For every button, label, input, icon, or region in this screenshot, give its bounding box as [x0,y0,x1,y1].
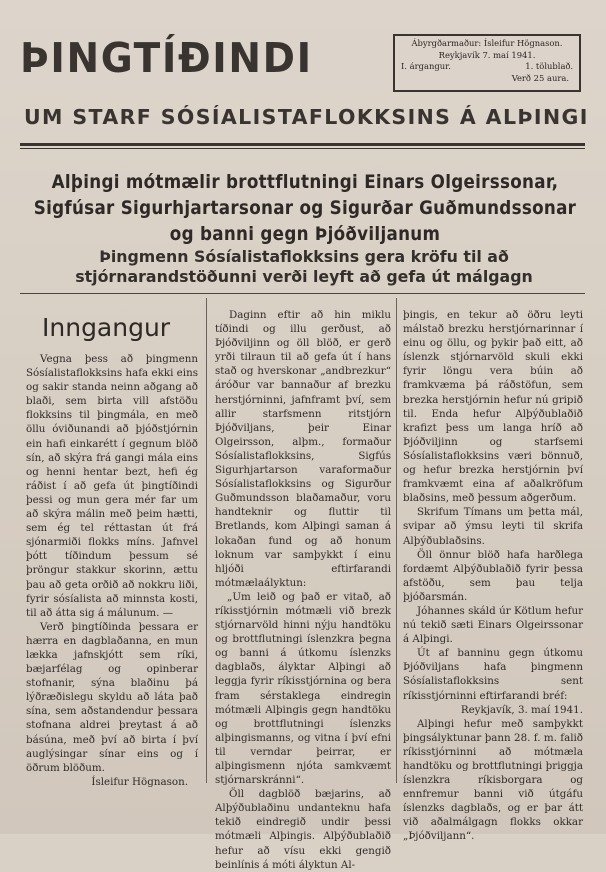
masthead-subtitle: UM STARF SÓSÍALISTAFLOKKSINS Á ALÞINGI [24,105,589,129]
paragraph: Vegna þess að þingmenn Sósíalistaflokksins hafa ekki eins og sakir standa neinn aðgang að blaði, sem birta vill afstöðu flokksins til þingmála, en með öllu óviðunandi að þjóðstjórnin ein hafi einkarétt í gegnum blöð sín, að skýra frá gangi mála eins og henni hentar bezt, hefi ég ráðist í að gefa út þingtíðindi þessi og mun gera mér far um að skýra málin með þeim hætti, sem ég tel réttastan út frá sjónarmiði flokks míns. Jafnvel þótt tíðindum þessum sé þröngur stakkur skorinn, ættu þau að geta orðið að nokkru liði, fyrir sósíalista að minnsta kosti, til að átta sig á málunum. — [26,353,198,619]
resolution-quote [215,590,391,787]
paragraph: þingis, en tekur að öðru leyti málstað brezku herstjórnarinnar í einu og öllu, og þykir það eitt, að íslenzk stjórnarvöld skuli ekki fyrir löngu vera búin að framkvæma þá ráðstöfun, sem brezka herstjórnin hefur nú gripið til. Enda hefur Alþýðublaðið krafizt þess um langa hríð að Þjóðviljinn og starfsemi Sósíalistaflokksins væri bönnuð, og hefur brezka herstjórnin því framkvæmt eina af aðalkröfum blaðsins, með þessum aðgerðum. [403,309,583,505]
paragraph: Jóhannes skáld úr Kötlum hefur nú tekið sæti Einars Olgeirssonar á Alþingi. [403,604,583,646]
article-heading: Inngangur [42,313,171,342]
volume-label: I. árgangur. [401,61,451,72]
paragraph: Skrifum Tímans um þetta mál, svipar að ýmsu leyti til skrifa Alþýðublaðsins. [403,506,583,547]
issue-line [401,61,573,73]
publication-info-box [393,34,581,92]
paragraph: Út af banninu gegn útkomu Þjóðviljans hafa þingmenn Sósíalistaflokksins sent ríkisstjórninni eftirfarandi bréf: [403,647,583,702]
article-column-3 [403,308,583,844]
paragraph: Alþingi hefur með samþykkt þingsályktunar þann 28. f. m. falið ríkisstjórninni að mótmæla handtöku og brottflutningi þriggja íslenzkra ríkisborgara og ennfremur banni við útgáfu íslenzks dagblaðs, og er þar átt við aðalmálgagn flokks okkar „Þjóðviljann“. [403,717,583,843]
paragraph: „Um leið og það er vitað, að ríkisstjórnin mótmæli við brezk stjórnarvöld hinni nýju handtöku og brottflutningi íslenzkra þegna og banni á útkomu íslenzks dagblaðs, ályktar Alþingi að leggja fyrir ríkisstjórnina og bera fram sérstaklega eindregin mótmæli Alþingis gegn handtöku og brottflutningi íslenzks alþingismanns, og vitna í því efni til verndar þeirrar, er alþingismenn njóta samkvæmt stjórnarskránni“. [215,590,391,787]
price-line: Verð 25 aura. [511,72,569,83]
masthead-rule-thin [20,148,585,149]
column-divider [396,298,397,783]
paragraph: Verð þingtíðinda þessara er hærra en dagblaðanna, en mun lækka jafnskjótt sem ríki, bæjarfélag og opinberar stofnanir, sýna blaðinu þá lýðræðislegu skyldu að láta það sína, sem aðstandendur þessara stofnana aldrei þreytast á að básúna, með því að birta í því auglýsingar sínar eins og í öðrum blöðum. [26,620,198,774]
masthead-title: ÞINGTÍÐINDI [20,35,313,83]
main-headline: Alþingi mótmælir brottflutningi Einars Olgeirssonar, Sigfúsar Sigurhjartarsonar og Sigurðar Guðmundssonar og banni gegn Þjóðviljanum [33,172,577,245]
sub-headline: Þingmenn Sósíalistaflokksins gera kröfu til að stjórnarandstöðunni verði leyft að gefa út málgagn [75,247,533,286]
column-top-rule [20,293,585,294]
paragraph: Öll önnur blöð hafa harðlega fordæmt Alþýðublaðið fyrir þessa afstöðu, sem þau telja þjóðarsmán. [403,548,583,603]
editor-line: Ábyrgðarmaður: Ísleifur Högnason. [411,38,563,48]
paragraph: Daginn eftir að hin miklu tíðindi og illu gerðust, að Þjóðviljinn og öll blöð, er gerð yrði tilraun til að gefa út í hans stað og hverskonar „andbrezkur“ áróður var bannaður af brezku herstjórninni, jafnframt því, sem allir starfsmenn ritstjórn Þjóðviljans, þeir Einar Olgeirsson, alþm., formaður Sósíalistaflokksins, Sigfús Sigurhjartarson varaformaður Sósíalistaflokksins og Sigurður Guðmundsson blaðamaður, voru handteknir og fluttir til Bretlands, kom Alþingi saman á lokaðan fund og að honum loknum var samþykkt í einu hljóði eftirfarandi mótmælaályktun: [215,309,391,589]
signature: Ísleifur Högnason. [91,775,188,788]
column-divider [206,298,207,783]
article-column-2 [215,308,391,872]
issue-number: 1. tölublað. [525,61,573,72]
letter-dateline: Reykjavík, 3. maí 1941. [460,703,583,716]
masthead-rule [20,143,585,146]
date-line: Reykjavík 7. maí 1941. [438,49,536,60]
article-column-1 [26,352,198,789]
paragraph: Öll dagblöð bæjarins, að Alþýðublaðinu undanteknu hafa tekið eindregið undir þessi mótmæli Alþingis. Alþýðublaðið hefur að vísu ekki gengið beinlínis á móti ályktun Al- [215,788,391,871]
